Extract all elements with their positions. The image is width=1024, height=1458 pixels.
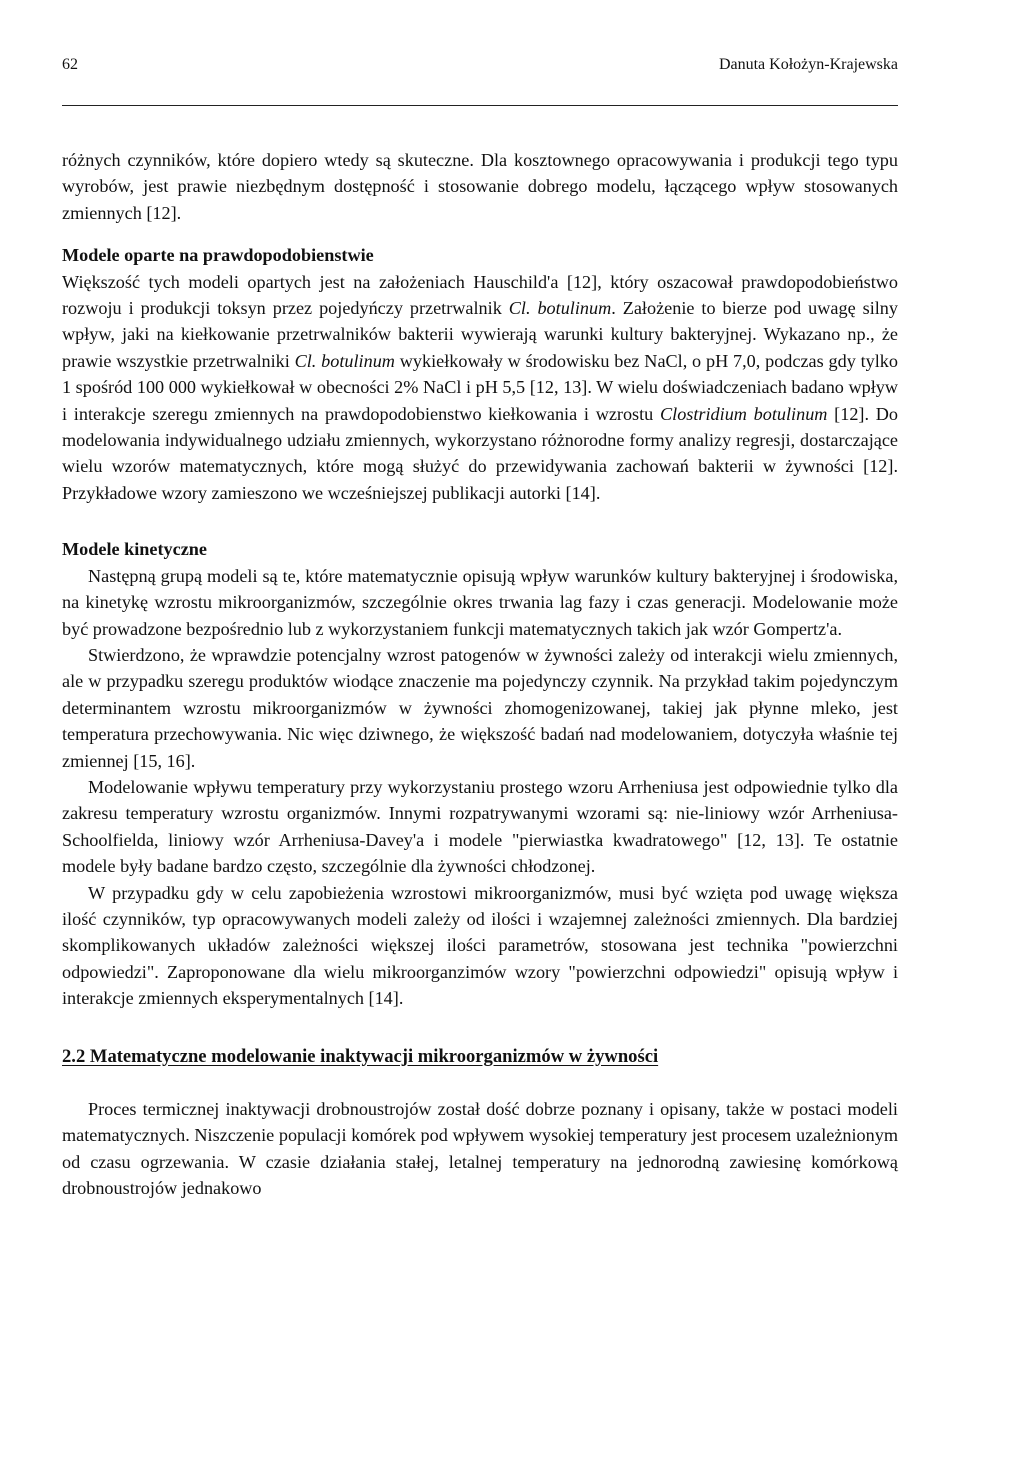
paragraph-kinetic-1: Następną grupą modeli są te, które matematycznie opisują wpływ warunków kultury bakteryjnej i środowiska, na kinetykę wzrostu mikroorganizmów, szczególnie okres trwania lag fazy i czas generacji. Modelowanie może być prowadzone bezpośrednio lub z wykorzystaniem funkcji matematycznych takich jak wzór Gompertz'a. <box>62 565 898 639</box>
text-run: Większość tych modeli opartych jest na założeniach Hauschild'a [12], który oszacował prawdopodobieństwo rozwoju i produkcji toksyn przez pojedyńczy przetrwalnik <box>62 271 898 319</box>
paragraph-kinetic-2: Stwierdzono, że wprawdzie potencjalny wzrost patogenów w żywności zależy od interakcji wielu zmiennych, ale w przypadku szeregu produktów wiodące znaczenie ma pojedynczy czynnik. Na przykład takim pojedynczym determinantem wzrostu mikroorganizmów w żywności zhomogenizowanej, takiej jak płynne mleko, jest temperatura przechowywania. Nic więc dziwnego, że większość badań nad modelowaniem, dotyczyła właśnie tej zmiennej [15, 16]. <box>62 644 898 771</box>
body-text <box>62 147 898 1202</box>
text-run: wykiełkowały w środowisku bez NaCl, o pH 7,0, podczas gdy tylko 1 spośród 100 000 wykiełkował w obecności 2% NaCl i pH 5,5 [12, 13]. W wielu doświadczeniach badano wpływ i interakcje szeregu zmiennych na prawdopodobienstwo kiełkowania i wzrostu <box>62 350 898 424</box>
paragraph-kinetic-4: W przypadku gdy w celu zapobieżenia wzrostowi mikroorganizmów, musi być wzięta pod uwagę większa ilość czynników, typ opracowywanych modeli zależy od ilości i wzajemnej zależności zmiennych. Dla bardziej skomplikowanych układów zależności większej ilości parametrów, stosowana jest technika "powierzchni odpowiedzi". Zaproponowane dla wielu mikroorganzimów wzory "powierzchni odpowiedzi" opisują wpływ i interakcje zmiennych eksperymentalnych [14]. <box>62 882 898 1009</box>
italic-species: Clostridium botulinum <box>660 403 828 424</box>
heading-kinetic-models: Modele kinetyczne <box>62 539 207 560</box>
italic-species: Cl. botulinum <box>294 350 395 371</box>
page-header <box>62 56 898 80</box>
paragraph-continuation: różnych czynników, które dopiero wtedy są skuteczne. Dla kosztownego opracowywania i produkcji tego typu wyrobów, jest prawie niezbędnym dostępność i stosowanie dobrego modelu, łączącego wpływ stosowanych zmiennych [12]. <box>62 150 898 223</box>
paragraph-inactivation: Proces termicznej inaktywacji drobnoustrojów został dość dobrze poznany i opisany, także w postaci modeli matematycznych. Niszczenie populacji komórek pod wpływem wysokiej temperatury jest procesem uzależnionym od czasu ogrzewania. W czasie działania stałej, letalnej temperatury na jednorodną zawiesinę komórkową drobnoustrojów jednakowo <box>62 1099 898 1199</box>
header-rule <box>62 105 898 106</box>
running-head-author: Danuta Kołożyn-Krajewska <box>718 56 898 73</box>
paragraph-kinetic-3: Modelowanie wpływu temperatury przy wykorzystaniu prostego wzoru Arrheniusa jest odpowiednie tylko dla zakresu temperatury wzrostu organizmów. Innymi rozpatrywanymi wzorami są: nie-liniowy wzór Arrheniusa-Schoolfielda, liniowy wzór Arrheniusa-Davey'a i modele "pierwiastka kwadratowego" [12, 13]. Te ostatnie modele były badane bardzo często, szczególnie dla żywności chłodzonej. <box>62 776 898 877</box>
text-run: [12]. Do modelowania indywidualnego udziału zmiennych, wykorzystano różnorodne formy analizy regresji, dostarczające wielu wzorów matematycznych, które mogą służyć do przewidywania zachowań bakterii w żywności [12]. Przykładowe wzory zamieszono we wcześniejszej publikacji autorki [14]. <box>62 403 898 503</box>
page-number: 62 <box>62 56 78 73</box>
paragraph-probability-models <box>62 269 898 507</box>
heading-probability-models: Modele oparte na prawdopodobienstwie <box>62 245 374 266</box>
document-page <box>62 0 898 1458</box>
italic-species: Cl. botulinum <box>508 298 612 319</box>
text-run: . Założenie to bierze pod uwagę silny wpływ, jaki na kiełkowanie przetrwalników bakterii wywierają warunki kultury bakteryjnej. Wykazano np., że prawie wszystkie przetrwalniki <box>62 298 898 371</box>
section-title-2-2: 2.2 Matematyczne modelowanie inaktywacji mikroorganizmów w żywności <box>62 1045 659 1067</box>
